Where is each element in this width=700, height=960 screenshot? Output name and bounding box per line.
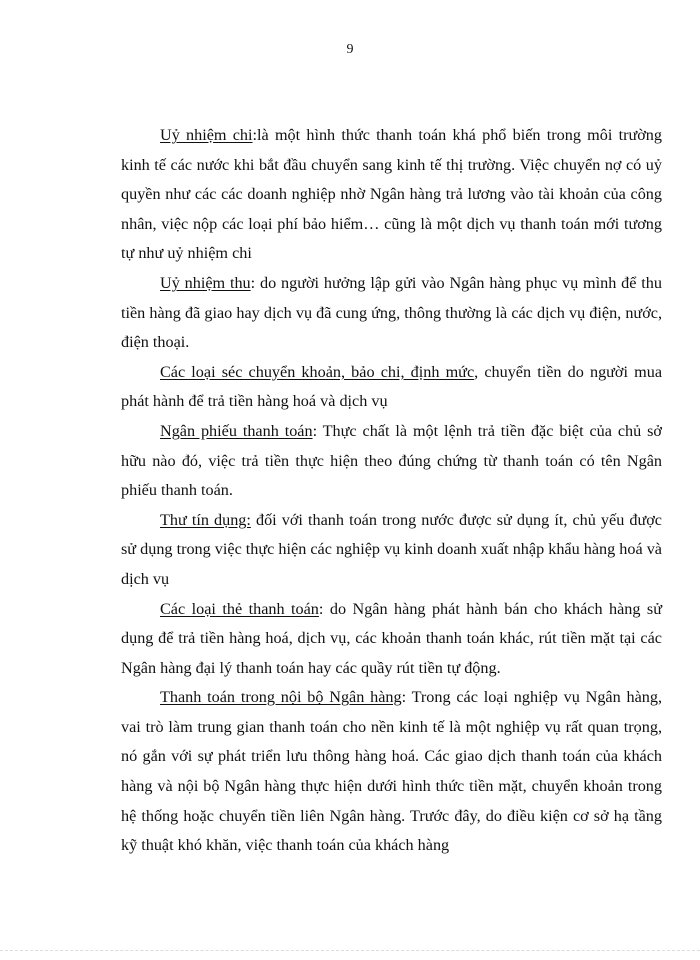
paragraph-cac-loai-sec (121, 358, 662, 417)
term-heading: Uỷ nhiệm chi (160, 126, 253, 144)
paragraph-text: , chuyển tiền do người mua phát hành để trả tiền hàng hoá và dịch vụ (121, 362, 663, 411)
paragraph-thu-tin-dung (121, 506, 662, 595)
paragraph-text: : Trong các loại nghiệp vụ Ngân hàng, vai trò làm trung gian thanh toán cho nền kinh tế là một nghiệp vụ rất quan trọng, nó gắn với sự phát triển lưu thông hàng hoá. Các giao dịch thanh toán của khách hàng và nội bộ Ngân hàng thực hiện dưới hình thức tiền mặt, chuyển khoản trong hệ thống hoặc chuyển tiền liên Ngân hàng. Trước đây, do điều kiện cơ sở hạ tầng kỹ thuật khó khăn, việc thanh toán của khách hàng (121, 688, 662, 855)
paragraph-the-thanh-toan (121, 595, 662, 684)
page-number: 9 (346, 42, 354, 57)
paragraph-text: : Thực chất là một lệnh trả tiền đặc biệt của chủ sở hữu nào đó, việc trả tiền thực hiện theo đúng chứng từ thanh toán có tên Ngân phiếu thanh toán. (121, 421, 662, 500)
term-heading: Thanh toán trong nội bộ Ngân hàng (160, 688, 402, 707)
paragraph-uy-nhiem-chi (121, 121, 662, 269)
paragraph-uy-nhiem-thu (121, 269, 662, 358)
document-body (121, 121, 662, 861)
page-bottom-rule (0, 950, 700, 951)
term-heading: Ngân phiếu thanh toán (160, 421, 313, 440)
term-heading: Uỷ nhiệm thu (160, 273, 251, 292)
paragraph-noi-bo-ngan-hang (121, 683, 662, 861)
paragraph-text: đối với thanh toán trong nước được sử dụng ít, chủ yếu được sử dụng trong việc thực hiện các nghiệp vụ kinh doanh xuất nhập khẩu hàng hoá và dịch vụ (121, 510, 662, 588)
paragraph-text: : do Ngân hàng phát hành bán cho khách hàng sử dụng để trả tiền hàng hoá, dịch vụ, các khoản thanh toán khác, rút tiền mặt tại các Ngân hàng đại lý thanh toán hay các quầy rút tiền tự động. (121, 599, 662, 677)
term-heading: Thư tín dụng: (160, 510, 251, 529)
paragraph-ngan-phieu (121, 417, 662, 506)
term-heading: Các loại thẻ thanh toán (160, 599, 319, 618)
paragraph-text: : do người hưởng lập gửi vào Ngân hàng phục vụ mình để thu tiền hàng đã giao hay dịch vụ đã cung ứng, thông thường là các dịch vụ điện, nước, điện thoại. (121, 273, 662, 352)
paragraph-text: :là một hình thức thanh toán khá phổ biến trong môi trường kinh tế các nước khi bắt đầu chuyển sang kinh tế thị trường. Việc chuyển nợ có uỷ quyền như các các doanh nghiệp nhờ Ngân hàng trả lương vào tài khoản của công nhân, việc nộp các loại phí bảo hiểm… cũng là một dịch vụ thanh toán mới tương tự như uỷ nhiệm chi (121, 126, 662, 263)
term-heading: Các loại séc chuyển khoản, bảo chi, định mức (160, 362, 475, 381)
